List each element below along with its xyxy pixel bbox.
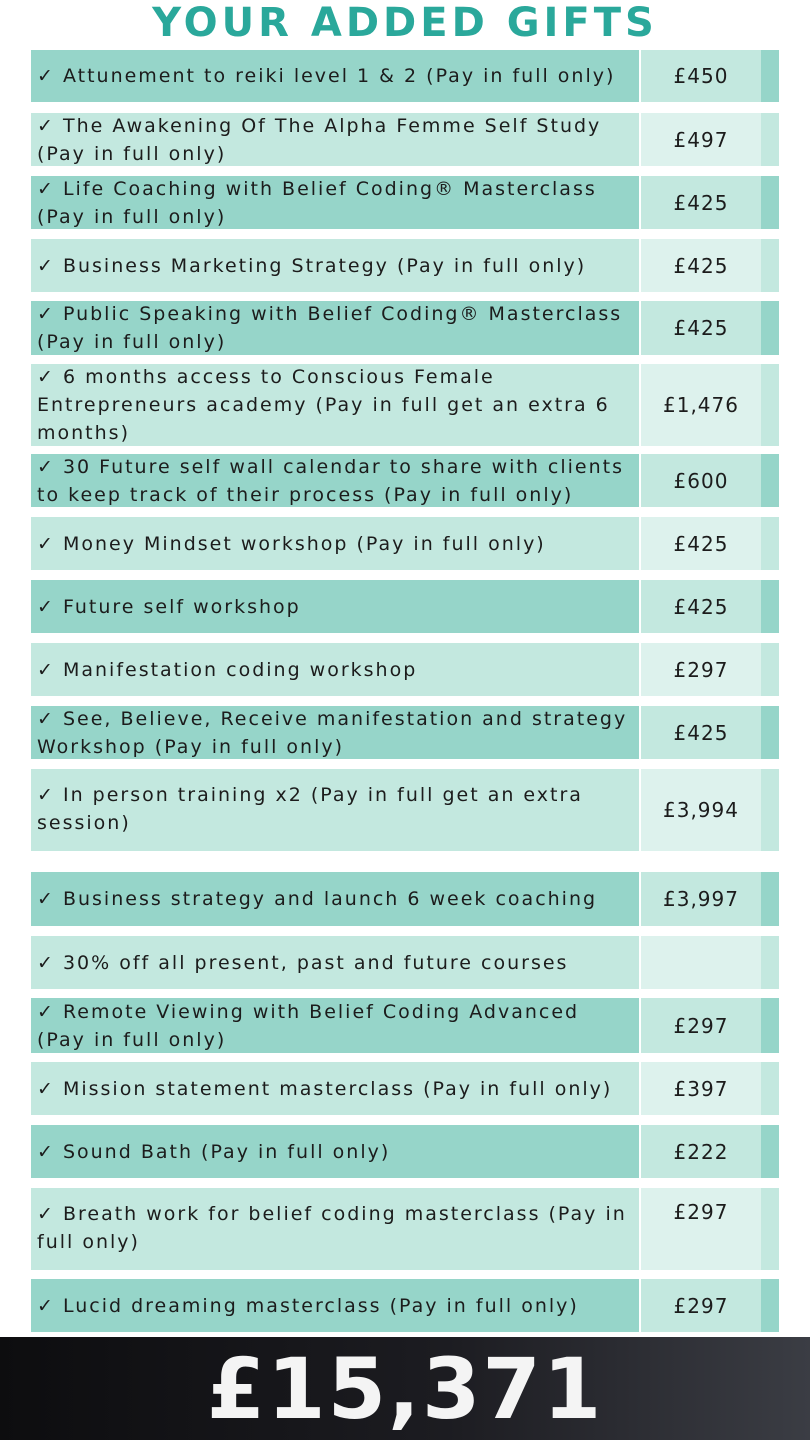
gift-description: ✓ Mission statement masterclass (Pay in full only) bbox=[31, 1062, 639, 1115]
gift-row bbox=[31, 517, 779, 570]
row-accent-bar bbox=[761, 580, 779, 633]
gift-row bbox=[31, 1279, 779, 1332]
gift-price: £425 bbox=[641, 706, 761, 759]
row-accent-bar bbox=[761, 1188, 779, 1270]
gift-description: ✓ Sound Bath (Pay in full only) bbox=[31, 1125, 639, 1178]
gift-row bbox=[31, 454, 779, 507]
gift-row bbox=[31, 769, 779, 851]
row-accent-bar bbox=[761, 1125, 779, 1178]
gift-row bbox=[31, 936, 779, 989]
gift-row bbox=[31, 301, 779, 355]
gift-price: £397 bbox=[641, 1062, 761, 1115]
gift-price: £297 bbox=[641, 998, 761, 1053]
row-accent-bar bbox=[761, 872, 779, 926]
gift-description: ✓ Future self workshop bbox=[31, 580, 639, 633]
gift-description: ✓ Manifestation coding workshop bbox=[31, 643, 639, 696]
gift-description: ✓ Lucid dreaming masterclass (Pay in full only) bbox=[31, 1279, 639, 1332]
gift-row bbox=[31, 113, 779, 166]
gift-row bbox=[31, 1062, 779, 1115]
gift-row bbox=[31, 643, 779, 696]
gift-row bbox=[31, 706, 779, 759]
gift-price: £425 bbox=[641, 239, 761, 292]
gift-description: ✓ Money Mindset workshop (Pay in full only) bbox=[31, 517, 639, 570]
gift-description: ✓ Attunement to reiki level 1 & 2 (Pay in full only) bbox=[31, 50, 639, 102]
row-accent-bar bbox=[761, 301, 779, 355]
gift-description: ✓ The Awakening Of The Alpha Femme Self Study (Pay in full only) bbox=[31, 113, 639, 166]
gift-description: ✓ Public Speaking with Belief Coding® Masterclass (Pay in full only) bbox=[31, 301, 639, 355]
gift-description: ✓ In person training x2 (Pay in full get an extra session) bbox=[31, 769, 639, 851]
gift-price: £425 bbox=[641, 517, 761, 570]
gift-row bbox=[31, 1188, 779, 1270]
gift-row bbox=[31, 580, 779, 633]
page-title: YOUR ADDED GIFTS bbox=[152, 0, 658, 46]
gift-description: ✓ Life Coaching with Belief Coding® Masterclass (Pay in full only) bbox=[31, 176, 639, 229]
gift-price: £297 bbox=[641, 643, 761, 696]
row-accent-bar bbox=[761, 454, 779, 507]
row-accent-bar bbox=[761, 998, 779, 1053]
gift-price: £600 bbox=[641, 454, 761, 507]
gift-price bbox=[641, 936, 761, 989]
gift-row bbox=[31, 872, 779, 926]
row-accent-bar bbox=[761, 517, 779, 570]
gift-description: ✓ 30 Future self wall calendar to share with clients to keep track of their process (Pay in full only) bbox=[31, 454, 639, 507]
gift-description: ✓ 6 months access to Conscious Female Entrepreneurs academy (Pay in full get an extra 6 months) bbox=[31, 364, 639, 446]
gift-row bbox=[31, 364, 779, 446]
gift-price: £497 bbox=[641, 113, 761, 166]
gift-price: £1,476 bbox=[641, 364, 761, 446]
gift-price: £3,997 bbox=[641, 872, 761, 926]
gift-description: ✓ Remote Viewing with Belief Coding Advanced (Pay in full only) bbox=[31, 998, 639, 1053]
gift-row bbox=[31, 176, 779, 229]
gift-price: £425 bbox=[641, 301, 761, 355]
gift-price: £3,994 bbox=[641, 769, 761, 851]
gift-row bbox=[31, 50, 779, 102]
gift-description: ✓ Business strategy and launch 6 week coaching bbox=[31, 872, 639, 926]
row-accent-bar bbox=[761, 176, 779, 229]
gift-price: £297 bbox=[641, 1279, 761, 1332]
gift-description: ✓ See, Believe, Receive manifestation and strategy Workshop (Pay in full only) bbox=[31, 706, 639, 759]
row-accent-bar bbox=[761, 769, 779, 851]
gift-price: £425 bbox=[641, 176, 761, 229]
row-accent-bar bbox=[761, 50, 779, 102]
gift-price: £222 bbox=[641, 1125, 761, 1178]
gift-row bbox=[31, 239, 779, 292]
total-value: £15,371 bbox=[206, 1339, 604, 1438]
gift-description: ✓ Breath work for belief coding masterclass (Pay in full only) bbox=[31, 1188, 639, 1270]
row-accent-bar bbox=[761, 239, 779, 292]
row-accent-bar bbox=[761, 936, 779, 989]
gift-description: ✓ 30% off all present, past and future courses bbox=[31, 936, 639, 989]
gift-description: ✓ Business Marketing Strategy (Pay in full only) bbox=[31, 239, 639, 292]
row-accent-bar bbox=[761, 113, 779, 166]
gift-price: £450 bbox=[641, 50, 761, 102]
row-accent-bar bbox=[761, 364, 779, 446]
gift-price: £425 bbox=[641, 580, 761, 633]
row-accent-bar bbox=[761, 1062, 779, 1115]
row-accent-bar bbox=[761, 1279, 779, 1332]
row-accent-bar bbox=[761, 643, 779, 696]
total-banner bbox=[0, 1337, 810, 1440]
row-accent-bar bbox=[761, 706, 779, 759]
gift-row bbox=[31, 998, 779, 1053]
gift-price: £297 bbox=[641, 1188, 761, 1270]
gift-row bbox=[31, 1125, 779, 1178]
